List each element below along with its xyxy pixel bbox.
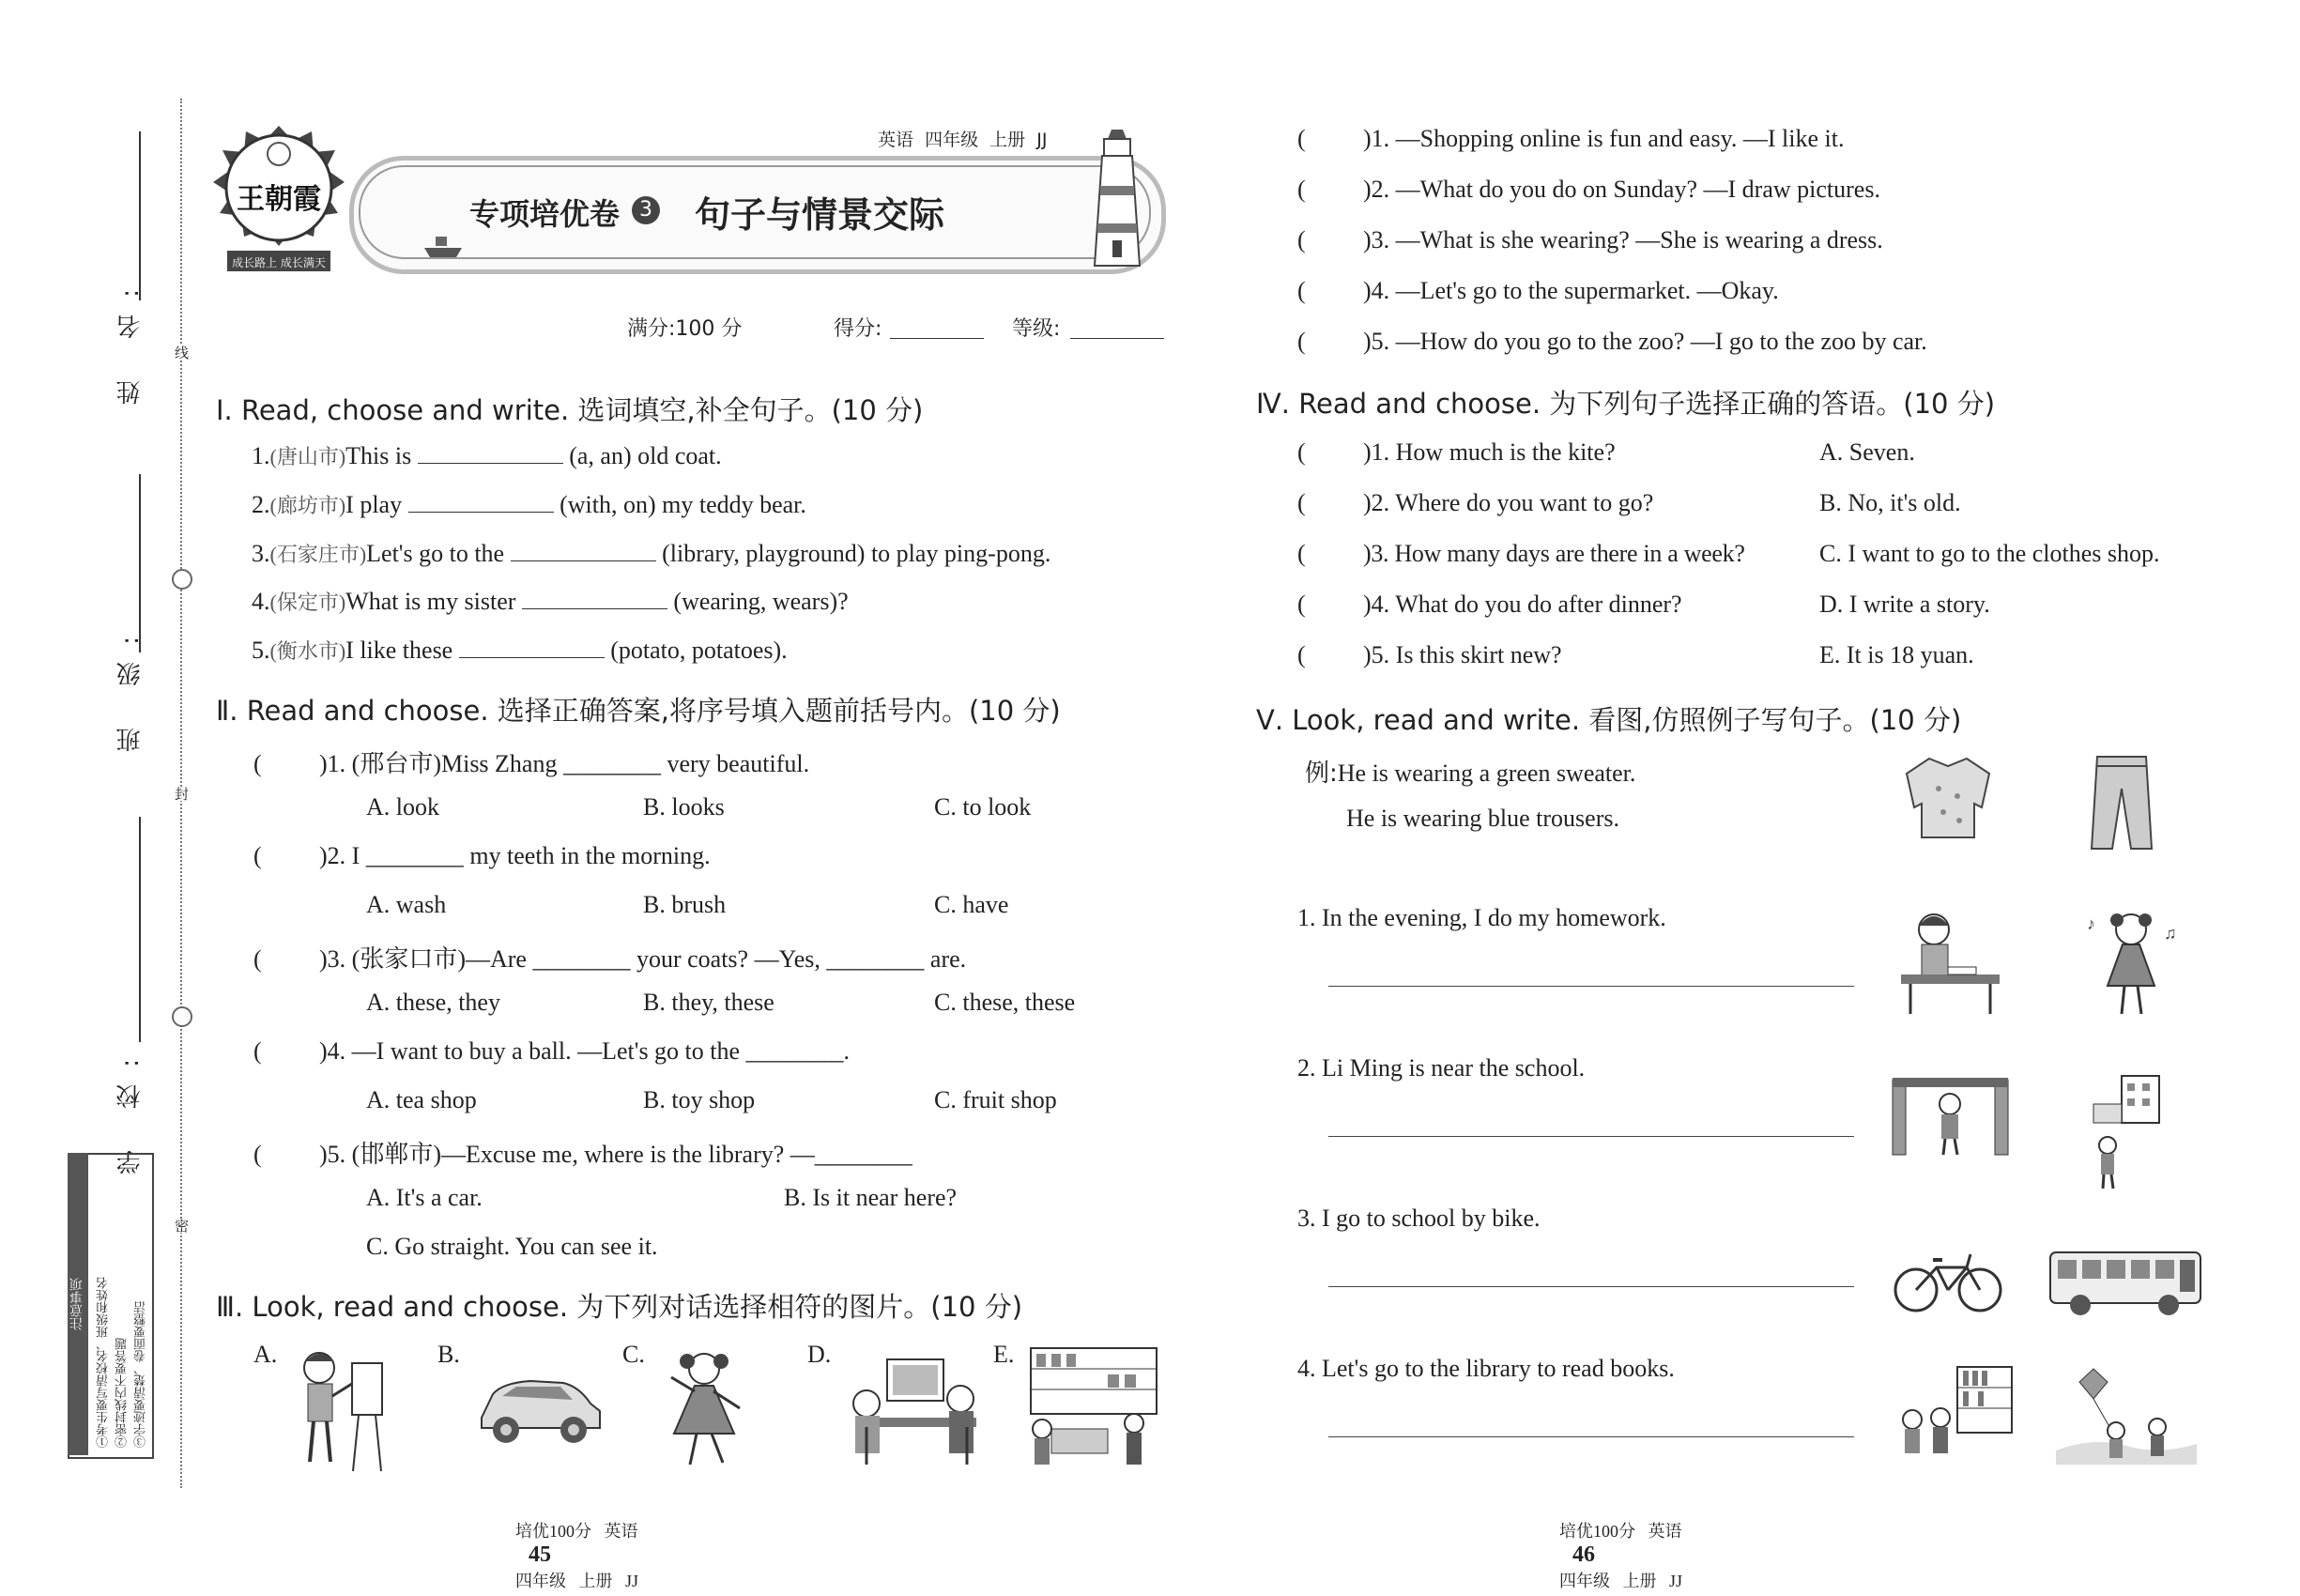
answer-blank[interactable] (511, 540, 656, 561)
answer-line[interactable] (1328, 1136, 1854, 1137)
answer-paren[interactable]: ( (1297, 226, 1306, 253)
question-item: ( )5. (邯郸市)—Excuse me, where is the library? —________ (253, 1141, 912, 1168)
title-prefix: 专项培优卷 (469, 196, 621, 232)
question-item: ( )1. —Shopping online is fun and easy. —I like it. (1297, 125, 1845, 152)
question-item: ( )1. (邢台市)Miss Zhang ________ very beautiful. (253, 750, 810, 777)
option: A. look (366, 793, 439, 821)
binding-hole-icon (172, 569, 192, 590)
binding-hole-icon (172, 1006, 192, 1027)
question-item: 2.(廊坊市)I play (with, on) my teddy bear. (252, 491, 806, 518)
answer-paren[interactable]: ( (1297, 328, 1306, 355)
question-item: ( )4. —I want to buy a ball. —Let's go to the ________. (253, 1037, 851, 1065)
kids-in-library-icon (1892, 1361, 2018, 1465)
answer-paren[interactable]: ( (253, 842, 262, 869)
answer-paren[interactable]: ( (1297, 125, 1306, 152)
girl-doing-homework-icon (1892, 901, 2009, 1019)
option: A. It's a car. (366, 1184, 483, 1211)
question-item: ( )4. What do you do after dinner? (1297, 591, 1682, 618)
answer-paren[interactable]: ( (1297, 277, 1306, 304)
question-item: ( )2. Where do you want to go? (1297, 489, 1654, 516)
question-item: ( )3. (张家口市)—Are ________ your coats? —Yes, ________ are. (253, 945, 967, 973)
option: A. wash (366, 891, 447, 918)
dancing-girl-icon (648, 1344, 760, 1476)
answer-paren[interactable]: ( (1297, 591, 1306, 618)
kids-at-computer-icon (840, 1352, 990, 1469)
question-item: ( )2. I ________ my teeth in the morning. (253, 842, 711, 869)
option: B. Is it near here? (784, 1184, 958, 1211)
option: B. toy shop (643, 1086, 756, 1113)
page-number: 45 (529, 1542, 551, 1567)
answer-blank[interactable] (408, 491, 554, 513)
answer-paren[interactable]: ( (1297, 641, 1306, 668)
question-item: ( )5. Is this skirt new? (1297, 641, 1562, 668)
title-number-badge: 3 (632, 196, 660, 224)
example-line: 例:He is wearing a green sweater. (1305, 760, 1636, 788)
picture-label: A. (253, 1341, 278, 1368)
cut-mark-seal: 封 (171, 787, 191, 801)
question-item: ( )3. How many days are there in a week? (1297, 540, 1745, 567)
brand-slogan: 成长路上 成长满天 (232, 256, 326, 269)
answer-paren[interactable]: ( (253, 945, 262, 973)
score-label: 得分: (834, 317, 882, 341)
option: C. have (934, 891, 1009, 918)
page-title: 句子与情景交际 (695, 194, 945, 236)
car-icon (474, 1366, 606, 1450)
picture-label: D. (807, 1341, 832, 1368)
option: C. Go straight. You can see it. (366, 1233, 658, 1260)
question-item: 2. Li Ming is near the school. (1297, 1054, 1586, 1082)
section-heading: Ⅱ. Read and choose. 选择正确答案,将序号填入题前括号内。(10 分) (216, 695, 1061, 727)
supermarket-icon (1023, 1343, 1164, 1474)
question-item: 4.(保定市)What is my sister (wearing, wears)? (252, 588, 849, 615)
question-item: 1.(唐山市)This is (a, an) old coat. (252, 442, 722, 469)
section-heading: Ⅳ. Read and choose. 为下列句子选择正确的答语。(10 分) (1256, 388, 1996, 420)
notes-item: ②密封线内不要答题 (115, 1338, 129, 1448)
lighthouse-icon (1080, 130, 1155, 270)
school-label: 学 校: (116, 1042, 145, 1175)
section-heading: Ⅲ. Look, read and choose. 为下列对话选择相符的图片。(10 分) (216, 1291, 1023, 1323)
svg-text:王朝霞: 王朝霞 (237, 183, 321, 216)
answer-blank[interactable] (418, 442, 563, 464)
boy-near-building-icon (2075, 1070, 2178, 1192)
option: B. they, these (643, 989, 774, 1016)
answer-line[interactable] (1328, 1286, 1854, 1287)
question-item: ( )1. How much is the kite? (1297, 438, 1616, 466)
sweater-icon (1901, 751, 1995, 845)
footer-right: 培优100分 英语 46 四年级 上册 JJ (1559, 1522, 1683, 1590)
question-item: ( )2. —What do you do on Sunday? —I draw pictures. (1297, 176, 1880, 203)
school-field[interactable] (139, 817, 141, 1042)
picture-label: B. (437, 1341, 460, 1368)
girl-singing-icon (2079, 901, 2183, 1019)
option: B. looks (643, 793, 725, 821)
answer-option: E. It is 18 yuan. (1819, 641, 1974, 668)
option: C. these, these (934, 989, 1076, 1016)
boy-at-school-gate-icon (1887, 1070, 2014, 1159)
answer-blank[interactable] (459, 637, 605, 658)
bus-icon (2047, 1247, 2206, 1320)
notes-box (68, 1153, 154, 1459)
class-label: 班 级: (116, 620, 145, 753)
name-field[interactable] (139, 131, 141, 300)
footer-left: 培优100分 英语 45 四年级 上册 JJ (515, 1522, 639, 1590)
class-field[interactable] (139, 474, 141, 652)
option: C. to look (934, 793, 1032, 821)
cut-mark-line: 线 (171, 345, 191, 360)
svg-text:♫: ♫ (2164, 924, 2177, 943)
answer-option: D. I write a story. (1819, 591, 1990, 618)
trousers-icon (2084, 751, 2159, 854)
section-heading: Ⅰ. Read, choose and write. 选词填空,补全句子。(10 分) (216, 394, 924, 426)
svg-text:♪: ♪ (2087, 914, 2095, 933)
painting-boy-icon (282, 1344, 394, 1476)
notes-item: ①考生要写清校名、班级和姓名 (96, 1277, 110, 1448)
grade-field[interactable] (1070, 338, 1164, 339)
answer-paren[interactable]: ( (1297, 489, 1306, 516)
answer-option: C. I want to go to the clothes shop. (1819, 540, 2160, 567)
cut-mark-secret: 密 (171, 1219, 191, 1233)
kids-flying-kite-icon (2056, 1361, 2197, 1465)
answer-paren[interactable]: ( (1297, 540, 1306, 567)
option: C. fruit shop (934, 1086, 1057, 1113)
question-item: 3. I go to school by bike. (1297, 1205, 1541, 1232)
picture-label: C. (622, 1341, 645, 1368)
answer-blank[interactable] (522, 588, 667, 609)
name-label: 姓 名: (116, 272, 145, 406)
question-item: ( )3. —What is she wearing? —She is wearing a dress. (1297, 226, 1883, 253)
answer-line[interactable] (1328, 986, 1854, 987)
question-item: 4. Let's go to the library to read books. (1297, 1355, 1675, 1382)
notes-item: ③字迹要清楚、卷面要整洁 (133, 1301, 147, 1448)
answer-paren[interactable]: ( (1297, 438, 1306, 466)
full-score: 满分:100 分 (627, 317, 743, 341)
question-item: 3.(石家庄市)Let's go to the (library, playground) to play ping-pong. (252, 540, 1051, 567)
answer-line[interactable] (1328, 1436, 1854, 1437)
question-item: 1. In the evening, I do my homework. (1297, 904, 1666, 931)
notes-title: 注意事项 (68, 1153, 88, 1455)
header-meta: 英语 四年级 上册 JJ (878, 130, 1048, 150)
picture-label: E. (993, 1341, 1015, 1368)
option: A. these, they (366, 989, 500, 1016)
section-heading: Ⅴ. Look, read and write. 看图,仿照例子写句子。(10 分) (1256, 704, 1962, 736)
grade-label: 等级: (1012, 317, 1061, 341)
question-item: ( )4. —Let's go to the supermarket. —Okay. (1297, 277, 1779, 304)
example-line: He is wearing blue trousers. (1346, 805, 1619, 832)
option: B. brush (643, 891, 727, 918)
ship-icon (422, 233, 464, 261)
page-number: 46 (1572, 1542, 1595, 1567)
answer-paren[interactable]: ( (1297, 176, 1306, 203)
score-field[interactable] (890, 338, 984, 339)
answer-paren[interactable]: ( (253, 750, 262, 777)
question-item: ( )5. —How do you go to the zoo? —I go to the zoo by car. (1297, 328, 1927, 355)
bike-icon (1892, 1241, 2004, 1316)
answer-option: B. No, it's old. (1819, 489, 1961, 516)
option: A. tea shop (366, 1086, 477, 1113)
answer-paren[interactable]: ( (253, 1141, 262, 1168)
answer-paren[interactable]: ( (253, 1037, 262, 1065)
answer-option: A. Seven. (1819, 438, 1915, 466)
question-item: 5.(衡水市)I like these (potato, potatoes). (252, 637, 788, 664)
